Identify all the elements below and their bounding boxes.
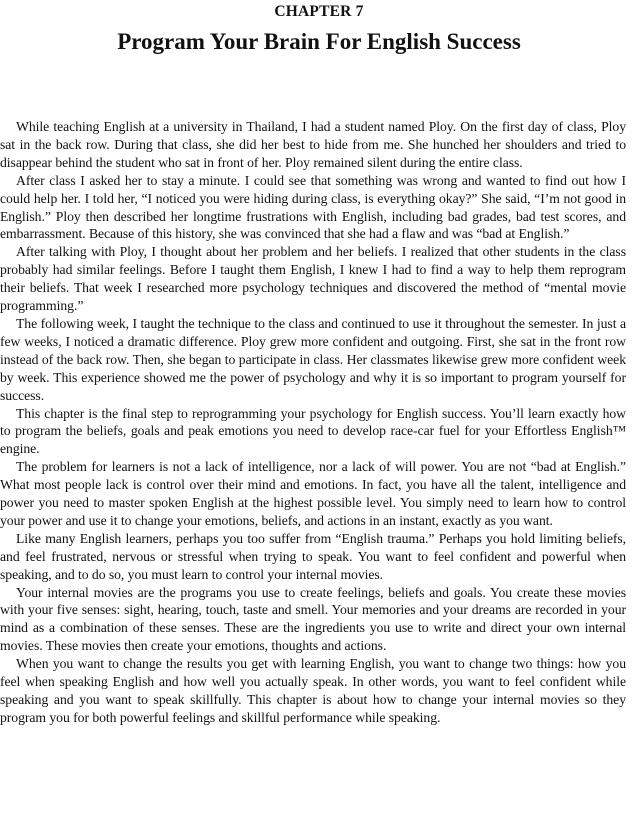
paragraph-4: The following week, I taught the technique to the class and continued to use it throughout the semester. In just a few weeks, I noticed a dramatic difference. Ploy grew more confident and outgoing. First, she sat in the front row instead of the back row. Then, she began to participate in class. Her classmates likewise grew more confident week by week. This experience showed me the power of psychology and why it is so important to program yourself for success.: [0, 315, 626, 403]
paragraph-6: The problem for learners is not a lack of intelligence, nor a lack of will power. You are not “bad at English.” What most people lack is control over their mind and emotions. In fact, you have all the talent, intelligence and power you need to master spoken English at the highest possible level. You simply need to learn how to control your power and use it to change your emotions, beliefs, and actions in an instant, exactly as you want.: [0, 459, 626, 528]
paragraph-8: Your internal movies are the programs you use to create feelings, beliefs and goals. You create these movies with your five senses: sight, hearing, touch, taste and smell. Your memories and your dreams are recorded in your mind as a combination of these senses. These are the ingredients you use to write and direct your own internal movies. These movies then create your emotions, thoughts and actions.: [0, 584, 626, 654]
paragraph-1: While teaching English at a university in Thailand, I had a student named Ploy. On the first day of class, Ploy sat in the back row. During that class, she did her best to hide from me. She hunched her shoulders and tried to disappear behind the student who sat in front of her. Ploy remained silent during the entire class.: [0, 119, 626, 170]
paragraph-5: This chapter is the final step to reprogramming your psychology for English success. You’ll learn exactly how to program the beliefs, goals and peak emotions you need to develop race-car fuel for your Effortless English™ engine.: [0, 405, 626, 457]
paragraph-2: After class I asked her to stay a minute. I could see that something was wrong and wanted to find out how I could help her. I told her, “I noticed you were hiding during class, is everything okay?” She said, “I’m not good in English.” Ploy then described her longtime frustrations with English, including bad grades, bad test scores, and embarrassment. Because of this history, she was convinced that she had a flaw and was “bad at English.”: [0, 172, 626, 242]
paragraph-9: When you want to change the results you get with learning English, you want to change two things: how you feel when speaking English and how well you actually speak. In other words, you want to feel confident while speaking and you want to speak skillfully. This chapter is about how to change your internal movies so they program you for both powerful feelings and skillful performance while speaking.: [0, 656, 626, 725]
chapter-body: [0, 118, 626, 727]
chapter-title: Program Your Brain For English Success: [117, 29, 521, 54]
book-page: [6, 2, 632, 57]
paragraph-7: Like many English learners, perhaps you too suffer from “English trauma.” Perhaps you hold limiting beliefs, and feel frustrated, nervous or stressful when trying to speak. You want to feel confident and powerful when speaking, and to do so, you must learn to control your internal movies.: [0, 530, 626, 582]
chapter-label: CHAPTER 7: [274, 3, 364, 20]
paragraph-3: After talking with Ploy, I thought about her problem and her beliefs. I realized that other students in the class probably had similar feelings. Before I taught them English, I knew I had to find a way to help them reprogram their beliefs. That week I researched more psychology techniques and discovered the method of “mental movie programming.”: [0, 244, 626, 314]
